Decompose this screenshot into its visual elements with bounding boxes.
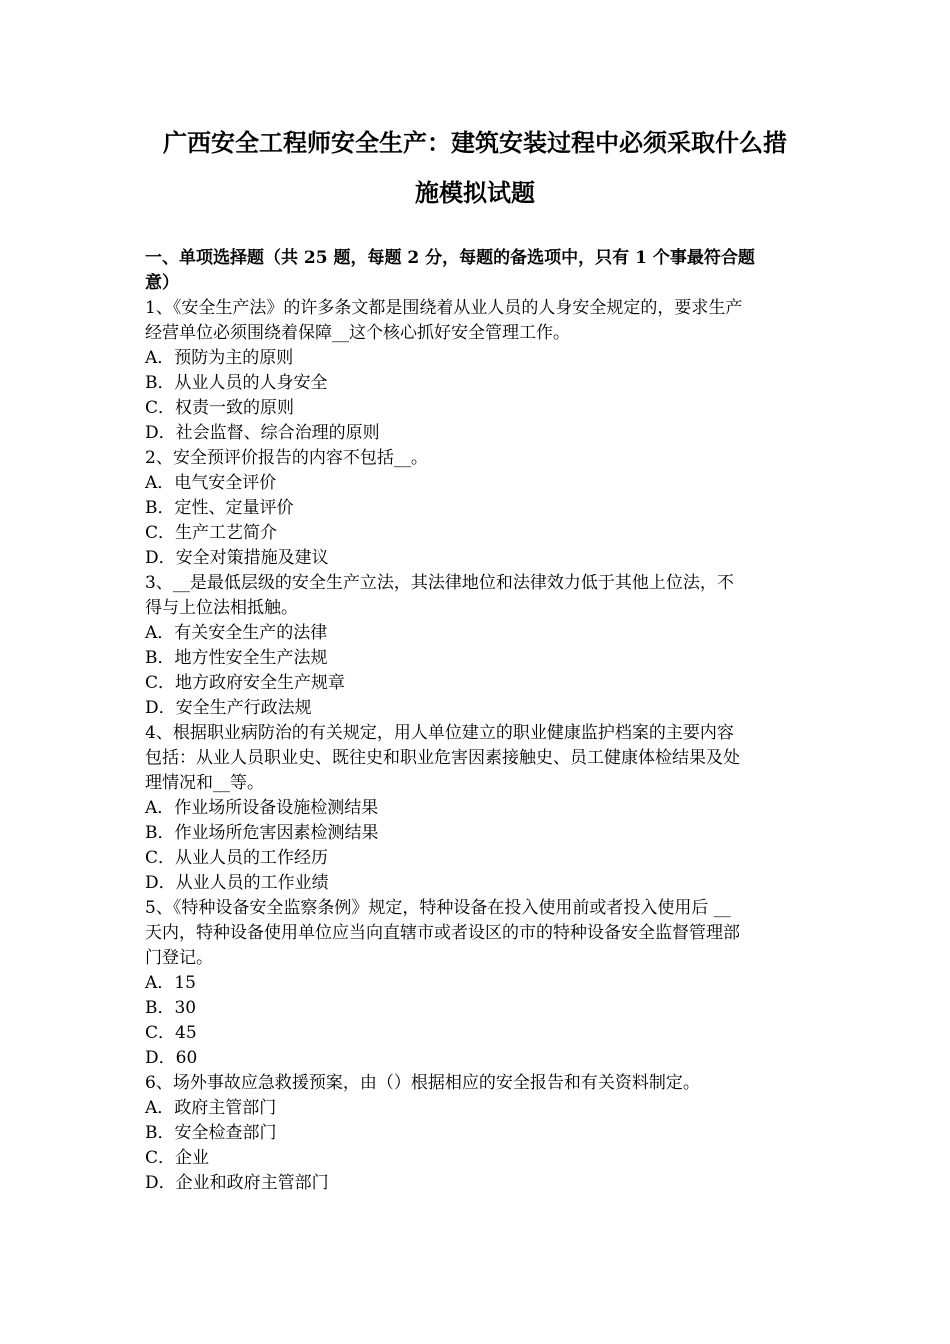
- option-d: D．社会监督、综合治理的原则: [145, 423, 380, 443]
- question-stem-line: 门登记。: [145, 948, 213, 968]
- question-stem-line: 6、场外事故应急救援预案，由（）根据相应的安全报告和有关资料制定。: [145, 1073, 700, 1093]
- page-title: [145, 118, 805, 218]
- option-a: A．有关安全生产的法律: [145, 623, 328, 643]
- question-stem-line: 5、《特种设备安全监察条例》规定，特种设备在投入使用前或者投入使用后 __: [145, 898, 731, 918]
- option-b: B．安全检查部门: [145, 1123, 277, 1143]
- option-b: B．30: [145, 998, 197, 1018]
- section-heading-line-1: 一、单项选择题（共 25 题，每题 2 分，每题的备选项中，只有 1 个事最符合题: [145, 248, 755, 268]
- question-4: [145, 721, 807, 896]
- option-c: C．从业人员的工作经历: [145, 848, 329, 868]
- question-stem-line: 天内，特种设备使用单位应当向直辖市或者设区的市的特种设备安全监督管理部: [145, 923, 740, 943]
- option-c: C．地方政府安全生产规章: [145, 673, 346, 693]
- option-c: C．生产工艺简介: [145, 523, 278, 543]
- option-d: D．企业和政府主管部门: [145, 1173, 329, 1193]
- question-stem-line: 3、__是最低层级的安全生产立法，其法律地位和法律效力低于其他上位法，不: [145, 573, 734, 593]
- question-6: [145, 1071, 807, 1196]
- question-stem-line: 理情况和__等。: [145, 773, 264, 793]
- option-b: B．地方性安全生产法规: [145, 648, 328, 668]
- option-a: A．作业场所设备设施检测结果: [145, 798, 379, 818]
- title-line-2: 施模拟试题: [415, 178, 535, 207]
- option-b: B．从业人员的人身安全: [145, 373, 328, 393]
- question-stem-line: 得与上位法相抵触。: [145, 598, 298, 618]
- question-3: [145, 571, 807, 721]
- section-heading: [145, 246, 807, 296]
- question-2: [145, 446, 807, 571]
- option-b: B．定性、定量评价: [145, 498, 294, 518]
- document-body: [145, 246, 807, 1196]
- option-d: D．安全对策措施及建议: [145, 548, 329, 568]
- option-a: A．15: [145, 973, 196, 993]
- question-stem-line: 4、根据职业病防治的有关规定，用人单位建立的职业健康监护档案的主要内容: [145, 723, 734, 743]
- section-heading-line-2: 意）: [145, 273, 179, 293]
- option-a: A．电气安全评价: [145, 473, 277, 493]
- option-c: C．企业: [145, 1148, 210, 1168]
- question-1: [145, 296, 807, 446]
- option-c: C．权责一致的原则: [145, 398, 295, 418]
- question-stem-line: 1、《安全生产法》的许多条文都是围绕着从业人员的人身安全规定的，要求生产: [145, 298, 743, 318]
- option-b: B．作业场所危害因素检测结果: [145, 823, 379, 843]
- question-stem-line: 包括：从业人员职业史、既往史和职业危害因素接触史、员工健康体检结果及处: [145, 748, 740, 768]
- option-c: C．45: [145, 1023, 197, 1043]
- option-d: D．60: [145, 1048, 198, 1068]
- title-line-1: 广西安全工程师安全生产：建筑安装过程中必须采取什么措: [163, 128, 787, 157]
- option-d: D．从业人员的工作业绩: [145, 873, 329, 893]
- question-stem-line: 经营单位必须围绕着保障__这个核心抓好安全管理工作。: [145, 323, 570, 343]
- question-5: [145, 896, 807, 1071]
- question-stem-line: 2、安全预评价报告的内容不包括__。: [145, 448, 428, 468]
- option-a: A．政府主管部门: [145, 1098, 277, 1118]
- option-d: D．安全生产行政法规: [145, 698, 312, 718]
- option-a: A．预防为主的原则: [145, 348, 294, 368]
